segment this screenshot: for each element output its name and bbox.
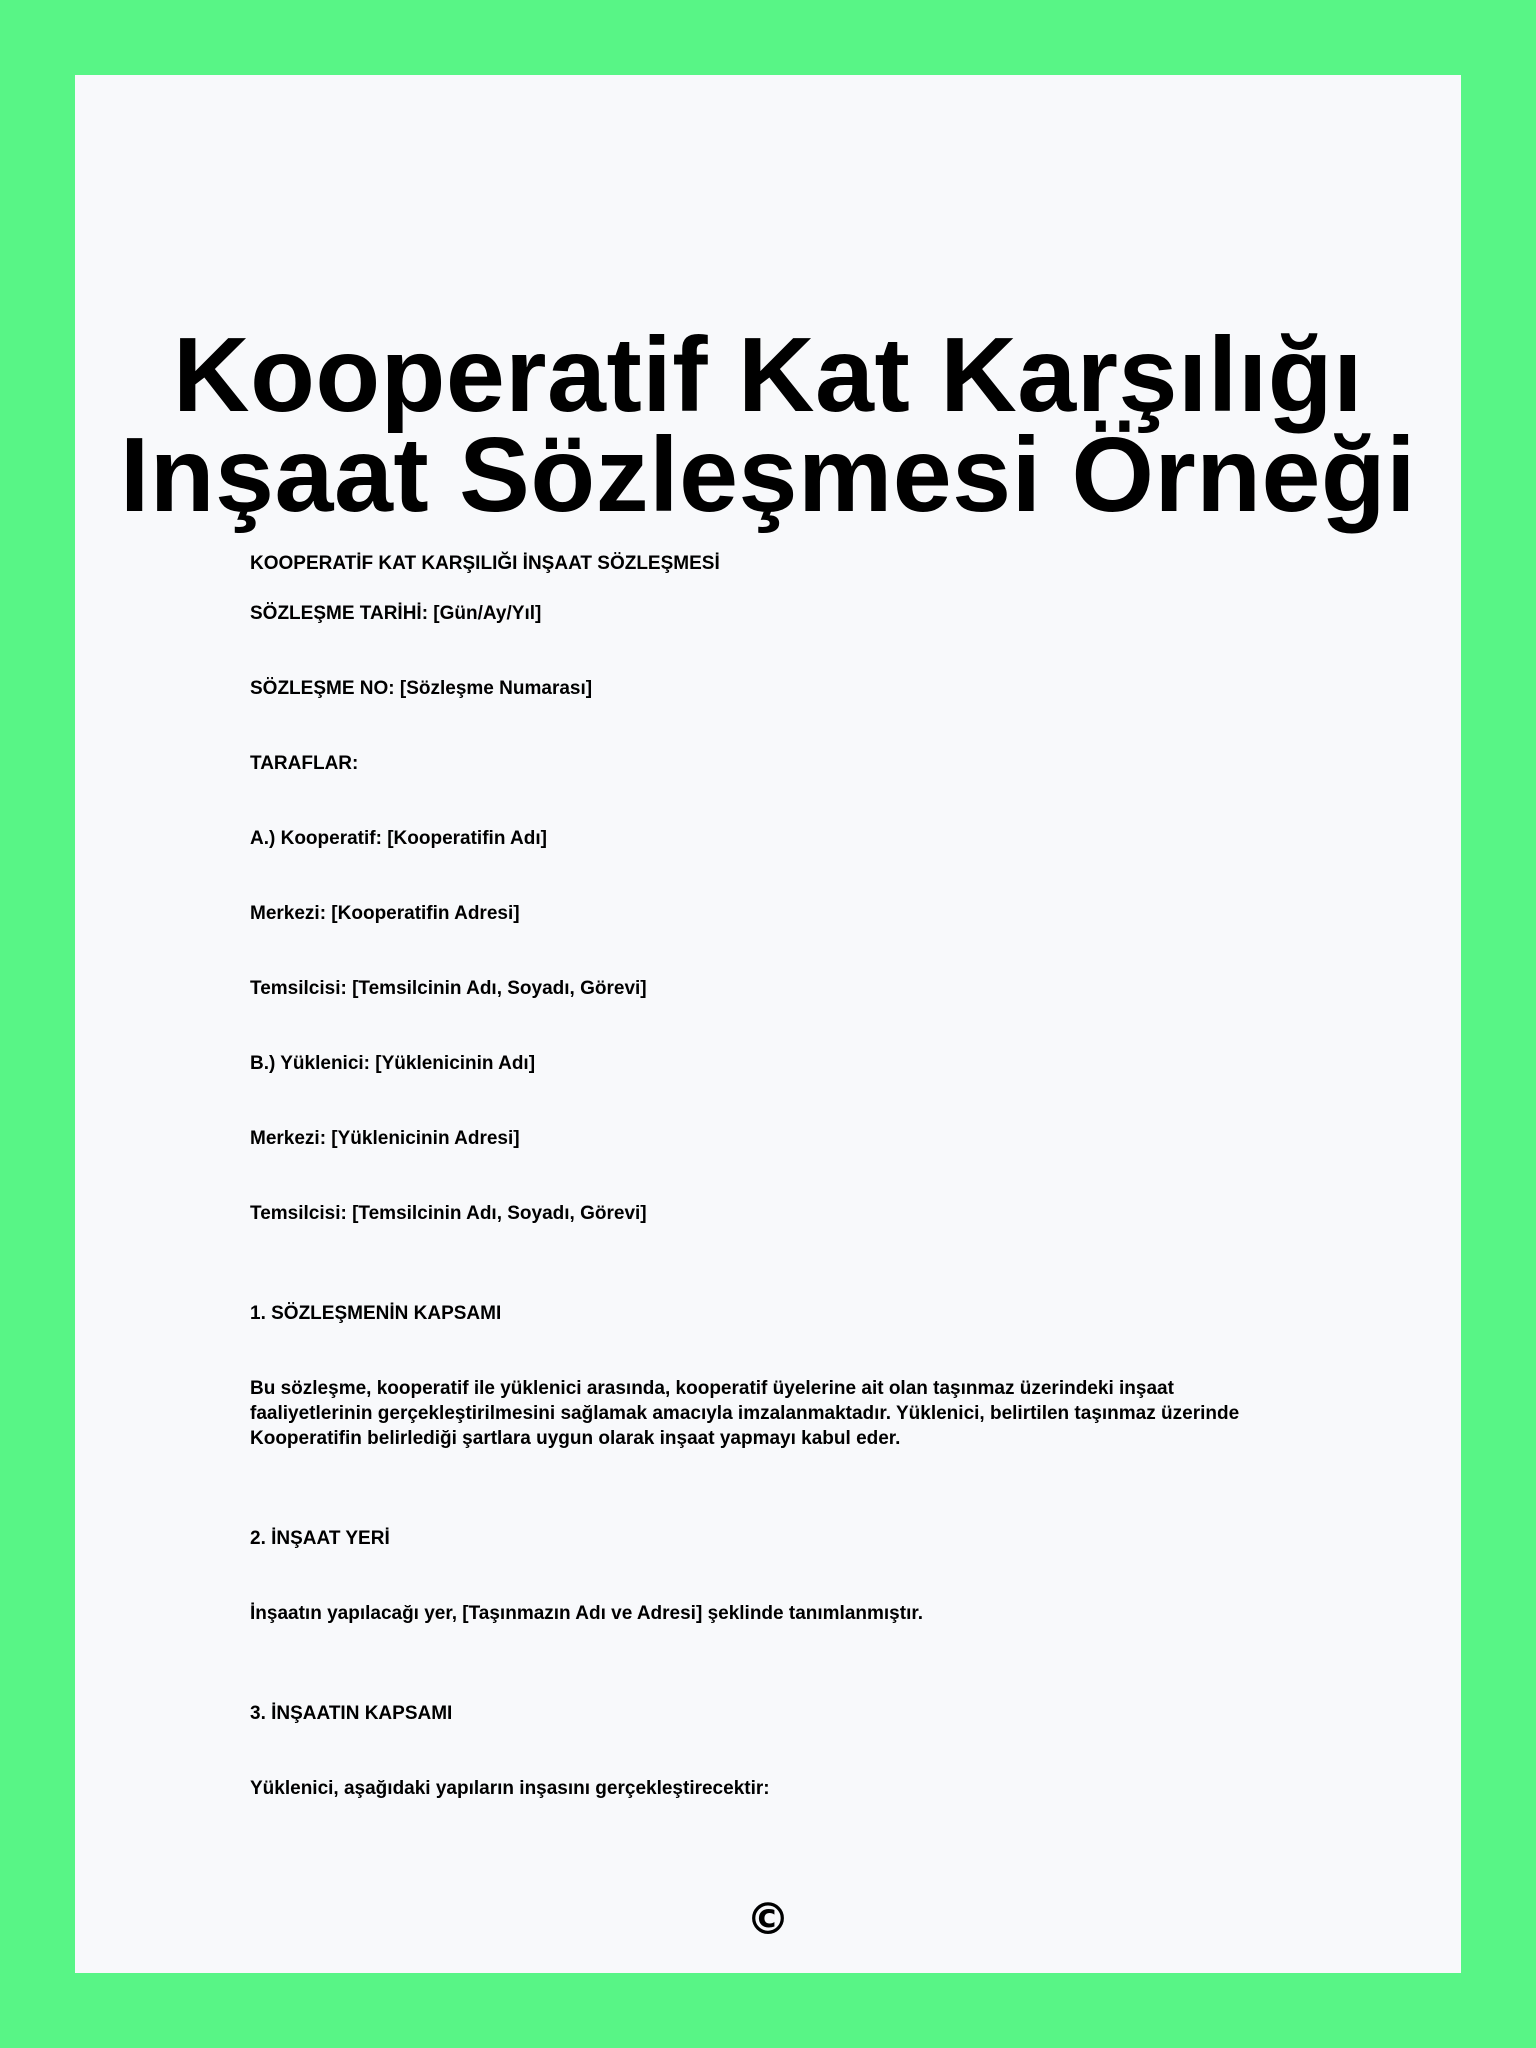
- contract-date: SÖZLEŞME TARİHİ: [Gün/Ay/Yıl]: [250, 603, 542, 624]
- title-line-2: Inşaat Sözleşmesi Örneği: [119, 416, 1417, 534]
- contract-number: SÖZLEŞME NO: [Sözleşme Numarası]: [250, 678, 593, 699]
- party-a-representative: Temsilcisi: [Temsilcinin Adı, Soyadı, Görevi]: [250, 978, 647, 999]
- party-b: B.) Yüklenici: [Yüklenicinin Adı]: [250, 1053, 536, 1074]
- document-page: [75, 75, 1461, 1973]
- parties-label: TARAFLAR:: [250, 753, 359, 774]
- party-a-address: Merkezi: [Kooperatifin Adresi]: [250, 903, 520, 924]
- section-3-text: Yüklenici, aşağıdaki yapıların inşasını gerçekleştirecektir:: [250, 1778, 770, 1799]
- section-2-title: 2. İNŞAAT YERİ: [250, 1528, 390, 1549]
- contract-heading: KOOPERATİF KAT KARŞILIĞI İNŞAAT SÖZLEŞMESİ: [250, 553, 720, 574]
- party-b-representative: Temsilcisi: [Temsilcinin Adı, Soyadı, Görevi]: [250, 1203, 647, 1224]
- copyright-icon: ©: [746, 1894, 790, 1945]
- page-title: [75, 316, 1461, 534]
- section-2-text: İnşaatın yapılacağı yer, [Taşınmazın Adı ve Adresi] şeklinde tanımlanmıştır.: [250, 1603, 923, 1624]
- party-a: A.) Kooperatif: [Kooperatifin Adı]: [250, 828, 547, 849]
- section-1-text: Bu sözleşme, kooperatif ile yüklenici arasında, kooperatif üyelerine ait olan taşınmaz üzerindeki inşaat faaliyetlerinin gerçekleştirilmesini sağlamak amacıyla imzalanmaktadır. Yüklenici, belirtilen taşınmaz üzerinde Kooperatifin belirlediği şartlara uygun olarak inşaat yapmayı kabul eder.: [250, 1378, 1240, 1449]
- party-b-address: Merkezi: [Yüklenicinin Adresi]: [250, 1128, 520, 1149]
- title-line-1: Kooperatif Kat Karşılığı: [173, 316, 1363, 434]
- section-3-title: 3. İNŞAATIN KAPSAMI: [250, 1703, 453, 1724]
- section-1-title: 1. SÖZLEŞMENİN KAPSAMI: [250, 1303, 502, 1324]
